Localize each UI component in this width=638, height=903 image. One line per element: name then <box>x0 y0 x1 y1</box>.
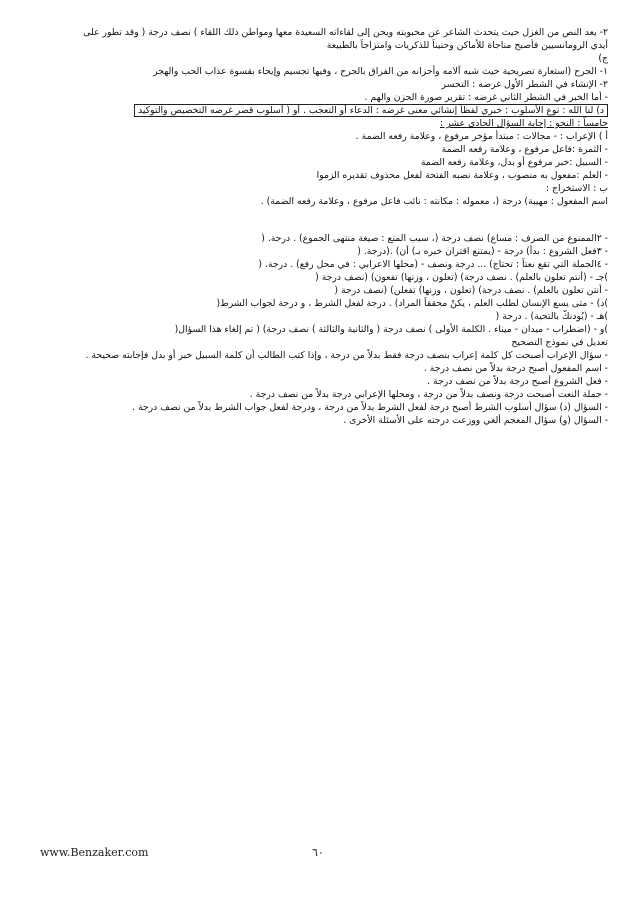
irab-line: - السبيل :خبر مرفوع أو بدل، وعلامة رفعه الضمة <box>420 157 608 168</box>
paragraph-line: ١- الجرح (استعارة تصريحية حيث شبه آلامه وأحزانه من الفراق بالجرح ، وفيها تجسيم وإيحاء بقسوة عذاب الحب والهجر <box>153 66 608 77</box>
correction-line: - اسم المفعول أصبح درجة بدلاً من نصف درجة . <box>423 363 608 374</box>
answer-line: )د) - متى يسع الإنسان لطلب العلم ، يكنْ محققاً المراد) . درجة لفعل الشرط ، و درجة لجواب الشرط( <box>216 298 608 309</box>
answer-line: - ٢الممنوع من الصرف : مساع) نصف درجة (، سبب المنع : صيغة منتهى الجموع) . درجة. ( <box>261 233 608 244</box>
correction-line: - السؤال (و) سؤال المعجم ألغي ووزعت درجته على الأسئلة الأخرى . <box>343 415 608 426</box>
irab-line: - الثمرة :فاعل مرفوع ، وعلامة رفعه الضمة <box>441 144 608 155</box>
footer-site-link[interactable]: www.Benzaker.com <box>40 846 149 859</box>
irab-line: - العلم :مفعول به منصوب ، وعلامة نصبه الفتحة لفعل محذوف تقديره الزموا <box>316 170 608 181</box>
paragraph-line: ٢- يعد النص من الغزل حيث يتحدث الشاعر عن محبوبته ويحن إلى لقاءاته السعيدة معها ومواطن ذلك اللقاء ) نصف درجة ( وقد تطور على <box>83 27 608 38</box>
irab-line: اسم المفعول : مهيبة) درجة (، معموله : مكانته : نائب فاعل مرفوع ، وعلامة رفعه الضمة) . <box>260 196 608 207</box>
section-title-text: خامساً : النحو : إجابة السؤال الحادي عشر : <box>440 118 608 129</box>
boxed-answer: د) لنا الله : نوع الأسلوب : خبري لفظاً إنشائي معنى غرضه : الدعاء أو التعجب . أو ( أسلوب قصر غرضه التخصيص والتوكيد <box>134 104 608 117</box>
correction-line: - فعل الشروع أصبح درجة بدلاً من نصف درجة . <box>427 376 608 387</box>
answer-line: )و - (اضطراب - ميدان - ميناء . الكلمة الأولى ) نصف درجة ( والثانية والثالثة ) نصف درجة) ( تم إلغاء هذا السؤال( <box>174 324 608 335</box>
paragraph-line: أيدي الرومانسيين فأصبح مناجاة للأماكن وحنيناً للذكريات وامتزاجاً بالطبيعة <box>326 40 608 51</box>
answer-line: )هـ - (يُودنكَّ بالتحية) . درجة ( <box>495 311 608 322</box>
correction-line: - جملة النعت أصبحت درجة ونصف بدلاً من درجة ، ومحلها الإعرابي درجة بدلاً من نصف درجة . <box>249 389 608 400</box>
page-footer <box>0 846 638 866</box>
paragraph-line-boxed <box>40 104 608 117</box>
irab-line: أ ) الإعراب : - مجالات : مبتدأ مؤخر مرفوع ، وعلامة رفعه الضمة . <box>355 131 608 142</box>
section-title <box>40 117 608 130</box>
answer-line: )جـ - (أنتم تعلون بالعلم) . نصف درجة) (تعلون ، وزنها) تفعون) (نصف درجة ( <box>315 272 608 283</box>
answer-line: - أنتن تعلون بالعلم) . نصف درجة) (تعلون ، وزنها) تفعلن) (نصف درجة ( <box>334 285 608 296</box>
answer-line: - ٤الجملة التي تقع نعتاً : تحتاج) ... درجة ونصف - (محلها الاعرابي : في محل رفع) . درجة. ( <box>258 259 608 270</box>
answer-line: - ٣فعل الشروع : بدأ) درجة - (يمتنع اقتران خبره بـ) أن) .(درجة. ( <box>357 246 608 257</box>
page-number: ٦٠ <box>312 846 324 859</box>
document-body <box>40 26 608 427</box>
paragraph-line: - أما الخبر في الشطر الثاني غرضه : تقرير صورة الحزن والهم . <box>364 92 608 103</box>
spacer <box>40 208 608 232</box>
corrections-heading: تعديل في نموذج التصحيح <box>511 337 608 348</box>
paragraph-line: ٢- الإنشاء في الشطر الأول غرضه : التحسر <box>441 79 608 90</box>
correction-line: - السؤال (د) سؤال أسلوب الشرط أصبح درجة لفعل الشرط بدلاً من درجة ، ودرجة لفعل جواب الشرط بدلاً من نصف درجة . <box>132 402 608 413</box>
paragraph-line: ج) <box>598 53 608 64</box>
irab-line: ب : الاستخراج : <box>545 183 608 194</box>
correction-line: - سؤال الإعراب أصبحت كل كلمة إعراب بنصف درجة فقط بدلاً من درجة ، وإذا كتب الطالب أن كلمة السبيل خبر أو بدل فإجابته صحيحة . <box>85 350 608 361</box>
